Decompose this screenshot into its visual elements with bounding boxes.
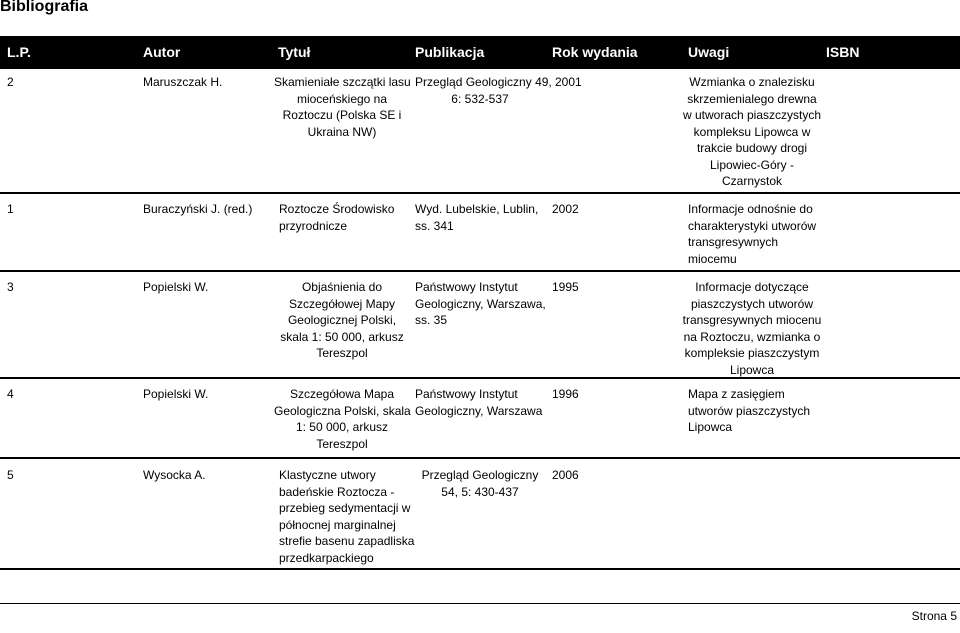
cell-line: Objaśnienia do — [301, 280, 383, 294]
header-uwagi: Uwagi — [688, 44, 730, 60]
cell-tytul — [274, 279, 410, 362]
cell-line: przedkarpackiego — [279, 550, 374, 565]
cell-line: Mapa z zasięgiem — [688, 387, 785, 401]
cell-line: strefie basenu zapadliska — [279, 534, 415, 548]
cell-publikacja — [415, 386, 545, 419]
cell-rok — [555, 74, 675, 91]
cell-autor — [143, 467, 273, 484]
cell-tytul — [274, 386, 410, 452]
cell-line: Maruszczak H. — [143, 75, 223, 89]
cell-line: Ukraina NW) — [307, 124, 377, 139]
cell-line: Szczegółowej Mapy — [288, 296, 396, 311]
cell-lp — [7, 74, 127, 91]
cell-line: Czarnystok — [721, 174, 783, 188]
cell-line: Klastyczne utwory — [279, 468, 376, 482]
page-number: Strona 5 — [911, 609, 957, 623]
cell-line: Szczegółowa Mapa — [289, 387, 395, 401]
row-divider — [0, 457, 960, 459]
cell-line: Przegląd Geologiczny 49, — [415, 75, 552, 89]
cell-line: Państwowy Instytut — [415, 387, 518, 401]
cell-tytul — [274, 74, 410, 140]
cell-line: skala 1: 50 000, arkusz — [280, 329, 404, 344]
cell-tytul — [279, 201, 415, 234]
cell-line: 2 — [7, 75, 14, 89]
cell-line: przebieg sedymentacji w — [279, 501, 411, 515]
cell-line: ss. 35 — [415, 313, 448, 327]
cell-line: piaszczystych utworów — [690, 296, 814, 311]
cell-line: 2006 — [552, 468, 579, 482]
cell-line: miocemu — [688, 251, 737, 266]
cell-line: 54, 5: 430-437 — [441, 484, 519, 499]
cell-line: charakterystyki utworów — [688, 218, 817, 233]
cell-line: skrzemienialego drewna — [687, 91, 817, 106]
cell-line: 6: 532-537 — [451, 91, 509, 106]
cell-autor — [143, 201, 273, 218]
cell-line: utworów piaszczystych — [688, 403, 811, 418]
cell-autor — [143, 279, 273, 296]
cell-line: przyrodnicze — [279, 218, 348, 233]
cell-line: Wysocka A. — [143, 468, 206, 482]
cell-line: Lipowca — [729, 362, 775, 377]
cell-publikacja — [415, 279, 545, 329]
cell-line: Tereszpol — [316, 346, 368, 360]
cell-line: 5 — [7, 468, 14, 482]
cell-line: 2001 — [555, 75, 582, 89]
cell-rok — [552, 386, 672, 403]
cell-line: badeńskie Roztocza - — [279, 484, 395, 499]
cell-line: Skamieniałe szczątki lasu — [274, 75, 411, 89]
cell-uwagi — [688, 386, 836, 436]
cell-line: Buraczyński J. (red.) — [143, 202, 253, 216]
header-autor: Autor — [143, 44, 181, 60]
cell-line: kompleksie piaszczystym — [684, 346, 820, 360]
cell-line: Popielski W. — [143, 280, 209, 294]
header-publikacja: Publikacja — [415, 44, 485, 60]
cell-rok — [552, 467, 672, 484]
cell-uwagi — [678, 279, 826, 378]
cell-publikacja — [415, 467, 545, 500]
cell-lp — [7, 386, 127, 403]
row-divider — [0, 568, 960, 570]
cell-lp — [7, 279, 127, 296]
cell-line: północnej marginalnej — [279, 517, 396, 532]
cell-line: Geologiczny, Warszawa — [415, 403, 543, 418]
header-lp: L.P. — [7, 44, 31, 60]
cell-line: Geologiczny, Warszawa, — [415, 296, 546, 311]
cell-line: Geologiczna Polski, skala — [274, 403, 411, 418]
table-header — [0, 36, 960, 69]
cell-uwagi — [688, 201, 836, 267]
cell-line: Przegląd Geologiczny — [421, 468, 539, 482]
header-isbn: ISBN — [826, 44, 860, 60]
cell-line: kompleksu Lipowca w — [693, 124, 811, 139]
page-title: Bibliografia — [0, 0, 89, 15]
cell-line: Popielski W. — [143, 387, 209, 401]
cell-line: 3 — [7, 280, 14, 294]
cell-line: na Roztoczu, wzmianka o — [683, 329, 821, 344]
cell-line: transgresywnych — [688, 235, 779, 249]
cell-line: Informacje odnośnie do — [688, 202, 813, 216]
cell-line: trakcie budowy drogi — [696, 141, 808, 155]
row-divider — [0, 192, 960, 194]
cell-line: transgresywnych miocenu — [682, 313, 822, 327]
cell-lp — [7, 201, 127, 218]
cell-publikacja — [415, 201, 545, 234]
cell-line: Wzmianka o znalezisku — [689, 75, 815, 89]
header-tytul: Tytuł — [278, 44, 311, 60]
cell-line: Państwowy Instytut — [415, 280, 518, 294]
cell-line: 1996 — [552, 387, 579, 401]
cell-line: Roztocze Środowisko — [279, 202, 395, 216]
cell-line: Roztoczu (Polska SE i — [282, 108, 402, 122]
cell-line: Wyd. Lubelskie, Lublin, — [415, 202, 539, 216]
cell-line: ss. 341 — [415, 218, 454, 233]
cell-line: 1: 50 000, arkusz — [295, 420, 389, 434]
cell-lp — [7, 467, 127, 484]
row-divider — [0, 377, 960, 379]
cell-line: 1995 — [552, 280, 579, 294]
cell-rok — [552, 279, 672, 296]
cell-line: 1 — [7, 202, 14, 216]
cell-publikacja — [415, 74, 552, 107]
cell-line: Lipowca — [688, 420, 733, 434]
header-rok: Rok wydania — [552, 44, 638, 60]
cell-tytul — [279, 467, 415, 566]
cell-line: Informacje dotyczące — [695, 280, 809, 294]
cell-line: 2002 — [552, 202, 579, 216]
row-divider — [0, 270, 960, 272]
cell-line: Tereszpol — [316, 436, 368, 451]
cell-line: w utworach piaszczystych — [682, 108, 822, 122]
cell-line: mioceńskiego na — [296, 91, 388, 106]
cell-line: Geologicznej Polski, — [287, 313, 397, 327]
cell-rok — [552, 201, 672, 218]
cell-autor — [143, 386, 273, 403]
cell-autor — [143, 74, 273, 91]
cell-uwagi — [678, 74, 826, 190]
footer-divider — [0, 603, 960, 604]
cell-line: Lipowiec-Góry - — [709, 157, 795, 172]
cell-line: 4 — [7, 387, 14, 401]
